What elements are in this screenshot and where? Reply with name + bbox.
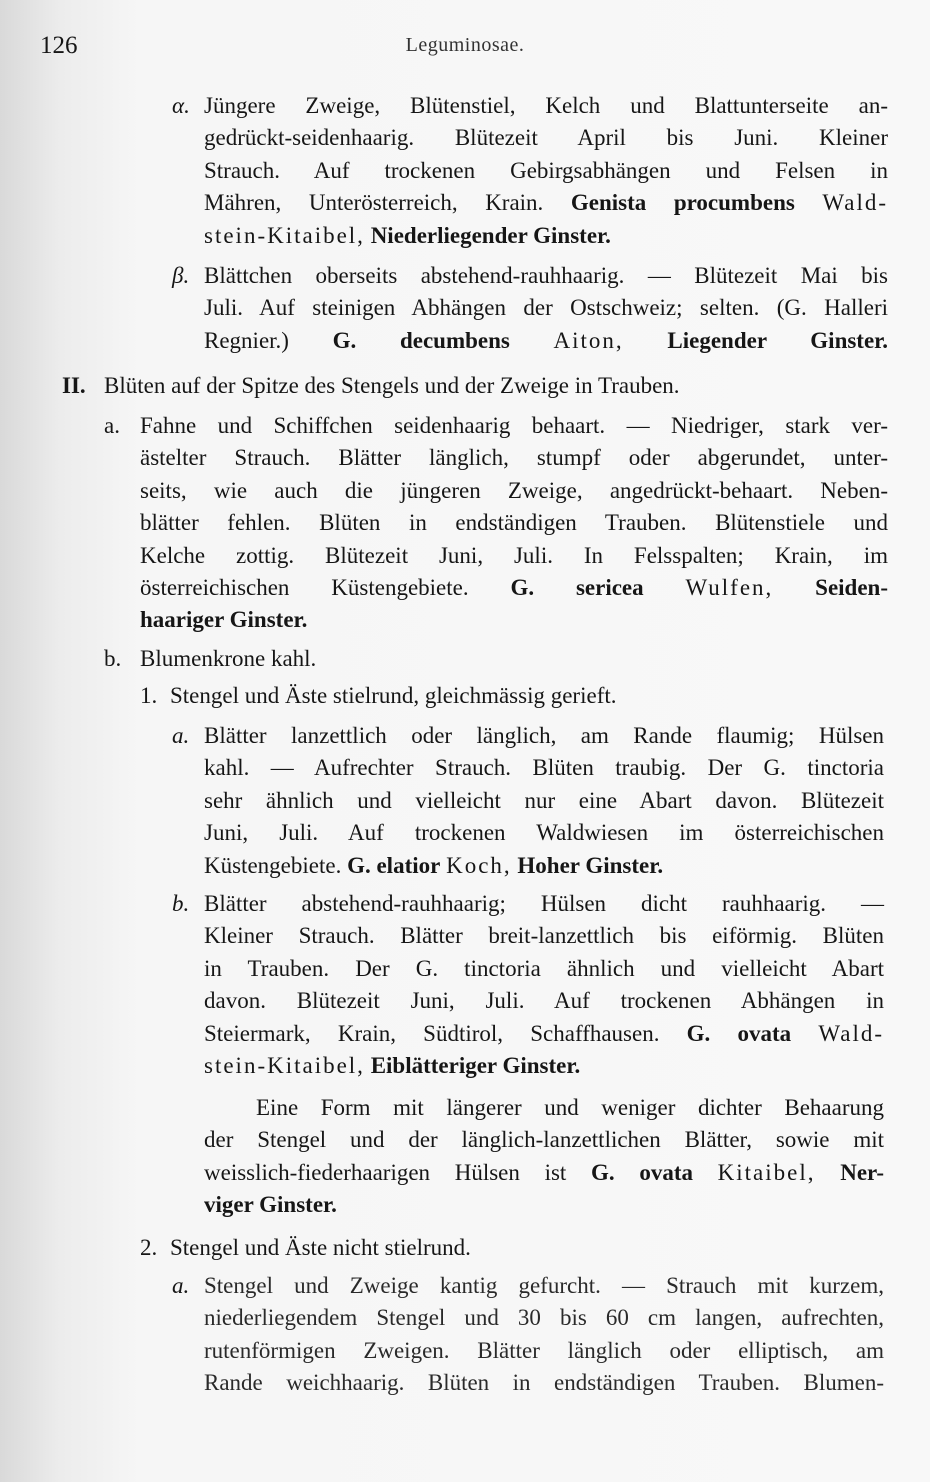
text-line: Fahne und Schiffchen seidenhaarig behaart. — Niedriger, stark ver- xyxy=(140,413,888,438)
section-ii-heading: Blüten auf der Spitze des Stengels und der Zweige in Trauben. xyxy=(104,373,680,398)
author-name: Aiton, xyxy=(553,327,624,353)
author-name: Wulfen, xyxy=(685,574,774,600)
text-line: der Stengel und der länglich-lanzettlichen Blätter, sowie mit xyxy=(204,1127,884,1153)
text-line: stein-Kitaibel, Niederliegender Ginster. xyxy=(204,222,611,248)
species-name: Genista procumbens xyxy=(570,190,795,216)
common-name: Liegender Ginster. xyxy=(667,327,889,353)
text-line: blätter fehlen. Blüten in endständigen Trauben. Blütenstiele und xyxy=(140,510,888,536)
entry-stengel-kantig xyxy=(204,1270,884,1400)
text-line: österreichischen Küstengebiete. G. sericea Wulfen, Seiden- xyxy=(140,574,888,600)
text-line: Kleiner Strauch. Blätter breit-lanzettlich bis eiförmig. Blüten xyxy=(204,923,884,949)
text-line: kahl. — Aufrechter Strauch. Blüten traubig. Der G. tinctoria xyxy=(204,755,884,781)
text-line: Regnier.) G. decumbens Aiton, Liegender Ginster. xyxy=(204,327,889,353)
entry-genista-procumbens xyxy=(204,90,888,252)
text-line: Eine Form mit längerer und weniger dichter Behaarung xyxy=(256,1095,884,1120)
text-line: Stengel und Zweige kantig gefurcht. — Strauch mit kurzem, xyxy=(204,1273,884,1298)
author-name: Wald- xyxy=(822,190,888,216)
text-line: viger Ginster. xyxy=(204,1192,337,1218)
text-line: Steiermark, Krain, Südtirol, Schaffhausen. G. ovata Wald- xyxy=(204,1020,884,1046)
marker-alpha-1: α. xyxy=(172,93,190,118)
marker-b: b. xyxy=(104,646,122,671)
marker-a: a. xyxy=(104,413,120,438)
text-line: davon. Blütezeit Juni, Juli. Auf trockenen Abhängen in xyxy=(204,988,884,1014)
text-line: stein-Kitaibel, Eiblätteriger Ginster. xyxy=(204,1052,581,1078)
text-line: gedrückt-seidenhaarig. Blütezeit April bis Juni. Kleiner xyxy=(204,125,888,151)
text-line: Blätter lanzettlich oder länglich, am Rande flaumig; Hülsen xyxy=(204,723,884,748)
running-title: Leguminosae. xyxy=(405,34,525,56)
text-line: Küstengebiete. G. elatior Koch, Hoher Ginster. xyxy=(204,852,664,878)
item-2-heading: Stengel und Äste nicht stielrund. xyxy=(170,1235,471,1260)
text-line: weisslich-fiederhaarigen Hülsen ist G. ovata Kitaibel, Ner- xyxy=(204,1159,885,1185)
text-line: in Trauben. Der G. tinctoria ähnlich und vielleicht Abart xyxy=(204,955,884,981)
entry-genista-sericea xyxy=(140,410,888,637)
page-header xyxy=(40,32,890,62)
text-line: Jüngere Zweige, Blütenstiel, Kelch und Blattunterseite an- xyxy=(204,93,888,118)
author-name: Kitaibel, xyxy=(717,1159,816,1185)
text-line: Blättchen oberseits abstehend-rauhhaarig. — Blütezeit Mai bis xyxy=(204,263,888,288)
species-name: G. decumbens xyxy=(332,327,510,353)
text-line: ästelter Strauch. Blätter länglich, stumpf oder abgerundet, unter- xyxy=(140,445,888,471)
entry-genista-elatior xyxy=(204,720,884,882)
common-name: Ner- xyxy=(840,1159,885,1185)
text-line: Mähren, Unterösterreich, Krain. Genista procumbens Wald- xyxy=(204,190,888,216)
species-name: G. ovata xyxy=(591,1159,693,1185)
text-line: Rande weichhaarig. Blüten in endständigen Trauben. Blumen- xyxy=(204,1370,884,1396)
text-line: Blätter abstehend-rauhhaarig; Hülsen dicht rauhhaarig. — xyxy=(204,891,884,916)
species-name: G. sericea xyxy=(510,574,644,600)
marker-beta-1: β. xyxy=(172,263,190,288)
marker-b-ovata: b. xyxy=(172,891,190,916)
text-line: seits, wie auch die jüngeren Zweige, angedrückt-behaart. Neben- xyxy=(140,477,888,503)
species-name: G. ovata xyxy=(686,1020,792,1046)
marker-1: 1. xyxy=(140,683,158,708)
author-name: Wald- xyxy=(818,1020,884,1046)
author-name: Koch, xyxy=(446,852,512,878)
text-line: Kelche zottig. Blütezeit Juni, Juli. In Felsspalten; Krain, im xyxy=(140,542,888,568)
entry-genista-decumbens xyxy=(204,260,888,357)
item-1-heading: Stengel und Äste stielrund, gleichmässig gerieft. xyxy=(170,683,617,708)
marker-2: 2. xyxy=(140,1235,158,1260)
marker-a-elatior: a. xyxy=(172,723,190,748)
species-name: G. elatior xyxy=(347,852,441,878)
text-line: Juni, Juli. Auf trockenen Waldwiesen im österreichischen xyxy=(204,820,884,846)
common-name: Niederliegender Ginster. xyxy=(370,222,611,248)
marker-section-ii: II. xyxy=(62,373,86,398)
text-line: Strauch. Auf trockenen Gebirgsabhängen und Felsen in xyxy=(204,157,888,183)
text-line: sehr ähnlich und vielleicht nur eine Abart davon. Blütezeit xyxy=(204,787,884,813)
page-number: 126 xyxy=(40,32,78,59)
text-line: rutenförmigen Zweigen. Blätter länglich oder elliptisch, am xyxy=(204,1337,884,1363)
text-line: niederliegendem Stengel und 30 bis 60 cm langen, aufrechten, xyxy=(204,1305,884,1331)
common-name: Eiblätteriger Ginster. xyxy=(370,1052,581,1078)
marker-a-stengel: a. xyxy=(172,1273,190,1298)
entry-genista-ovata xyxy=(204,888,884,1082)
text-line: haariger Ginster. xyxy=(140,607,308,633)
text-line: Juli. Auf steinigen Abhängen der Ostschweiz; selten. (G. Halleri xyxy=(204,295,888,321)
item-b-heading: Blumenkrone kahl. xyxy=(140,646,317,671)
common-name: Hoher Ginster. xyxy=(517,852,664,878)
common-name: Seiden- xyxy=(815,574,888,600)
note-paragraph xyxy=(204,1092,884,1222)
